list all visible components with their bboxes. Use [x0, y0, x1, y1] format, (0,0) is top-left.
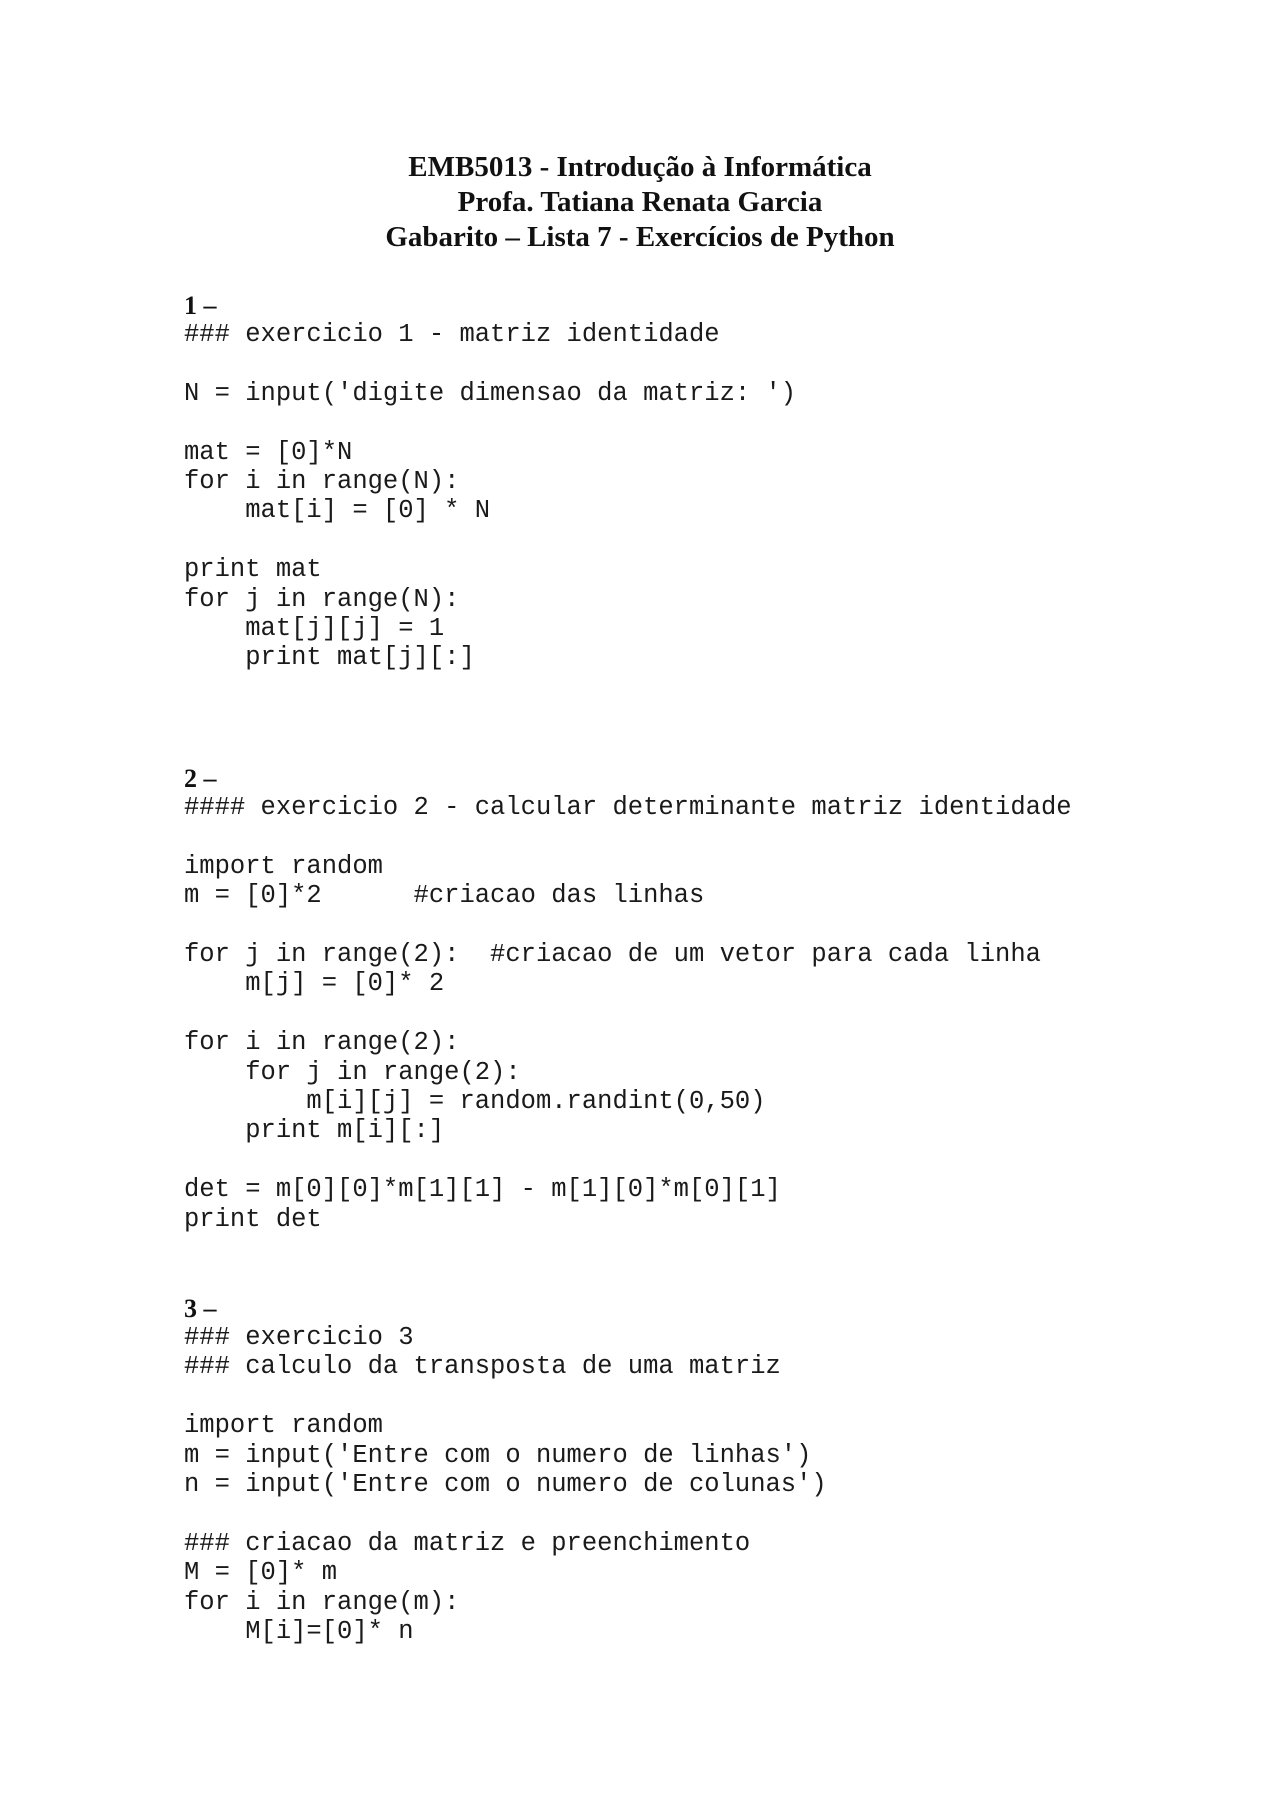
exercise-1-number: 1 –	[184, 291, 217, 320]
professor-name: Profa. Tatiana Renata Garcia	[457, 186, 823, 218]
exercise-3-code: ### exercicio 3 ### calculo da transposta de uma matriz import random m = input('Entre com o numero de linhas') n = input('Entre com o numero de colunas') ### criacao da matriz e preenchimento M = [0]* m for i in range(m): M[i]=[0]* n	[184, 1323, 827, 1647]
course-title: EMB5013 - Introdução à Informática	[408, 151, 872, 183]
exercise-1-code: ### exercicio 1 - matriz identidade N = input('digite dimensao da matriz: ') mat = [0]*N for i in range(N): mat[i] = [0] * N print mat for j in range(N): mat[j][j] = 1 print mat[j][:]	[184, 320, 797, 673]
exercise-1	[184, 291, 796, 673]
exercise-2-code: #### exercicio 2 - calcular determinante matriz identidade import random m = [0]*2 #criacao das linhas for j in range(2): #criacao de um vetor para cada linha m[j] = [0]* 2 for i in range(2): for j in range(2): m[i][j] = random.randint(0,50) print m[i][:] det = m[0][0]*m[1][1] - m[1][0]*m[0][1] print det	[184, 793, 1072, 1234]
document-header	[0, 150, 1280, 255]
exercise-2	[184, 764, 1072, 1234]
exercise-3	[184, 1294, 827, 1646]
exercise-2-number: 2 –	[184, 764, 217, 793]
document-title: Gabarito – Lista 7 - Exercícios de Python	[385, 221, 895, 253]
exercise-3-number: 3 –	[184, 1294, 217, 1323]
